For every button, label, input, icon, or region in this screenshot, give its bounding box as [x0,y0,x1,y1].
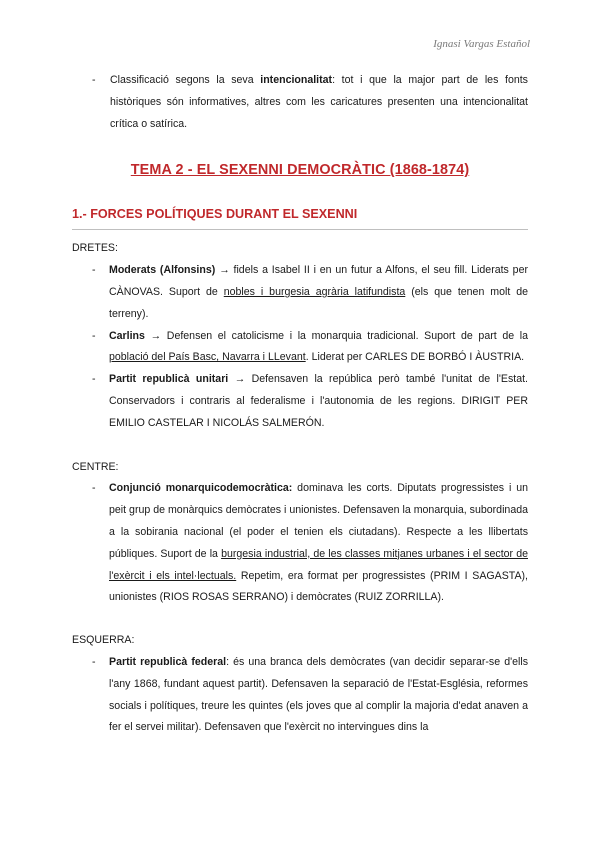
carlins-text-1: → Defensen el catolicisme i la monarquia tradicional. Suport de part de la [144,329,528,342]
moderats-text-1: → fidels a Isabel II i en un futur a Alfons, el seu fill. Liderats per CÀNOVAS. Suport de [109,264,528,298]
section-heading: 1.- FORCES POLÍTIQUES DURANT EL SEXENNI [72,207,528,230]
list-item-carlins [72,326,528,370]
carlins-underline: població del País Basc, Navarra i LLevant [109,351,306,364]
bullet-dash: - [92,74,96,86]
moderats-text-2: (els que tenen molt de terreny). [109,285,528,320]
conjuncio-text-1: dominava les corts. Diputats progressistes i un peit grup de monàrquics demòcrates i unionistes. Defensaven la monarquia, subordinada a la sobirania nacional (el poder el tenien els ciutadans). Respecte a les llibertats públiques. Suport de la [109,482,528,560]
intro-list-item [72,70,528,135]
moderats-underline: nobles i burgesia agrària latifundista [223,285,406,298]
group-label-centre: CENTRE: [72,460,119,473]
term-unitari: Partit republicà unitari [109,373,229,386]
list-item-moderats [72,260,528,325]
intro-bold: intencionalitat [260,74,333,86]
page-header-author: Ignasi Vargas Estañol [433,38,530,50]
spacer [72,435,528,457]
topic-title: TEMA 2 - EL SEXENNI DEMOCRÀTIC (1868-1874) [130,162,470,179]
carlins-text-2: . Liderat per CARLES DE BORBÓ I ÀUSTRIA. [305,351,525,364]
conjuncio-text-2: Repetim, era format per progressistes (PRIM I SAGASTA), unionistes (RIOS ROSAS SERRANO) i demòcrates (RUIZ ZORRILLA). [109,569,528,604]
group-label-dretes: DRETES: [72,242,118,255]
list-item-conjuncio [72,478,528,609]
spacer [72,609,528,630]
bullet-dash: - [92,482,96,495]
bullet-dash: - [92,373,96,386]
federal-text: : és una branca dels demòcrates (van decidir separar-se d'ells l'any 1868, fundant aquest partit). Defensaven la separació de l'Estat-Església, reformes socials i polítiques, treure les quintes (els joves que al complir la majoria d'edat anaven a fer el servei militar). Defensaven que l'exèrcit no intervingues dins la [109,655,528,734]
term-federal: Partit republicà federal [109,655,227,668]
document-body [72,70,528,739]
list-item-unitari [72,369,528,434]
term-conjuncio: Conjunció monarquicodemocràtica: [109,482,293,495]
bullet-dash: - [92,655,96,668]
intro-text-2: : tot i que la major part de les fonts històriques són informatives, altres com les caricatures presenten una intencionalitat crítica o satírica. [110,74,528,130]
unitari-text: → Defensaven la república però també l'unitat de l'Estat. Conservadors i contraris al federalisme i l'autonomia de les regions. DIRIGIT PER EMILIO CASTELAR I NICOLÁS SALMERÓN. [109,373,528,429]
conjuncio-underline: burgesia industrial, de les classes mitjanes urbanes i el sector de l'exèrcit i els intel·lectuals. [109,547,528,582]
group-label-esquerra: ESQUERRA: [72,634,135,647]
bullet-dash: - [92,329,96,342]
term-moderats: Moderats (Alfonsins) [109,264,216,277]
bullet-dash: - [92,264,96,277]
term-carlins: Carlins [109,329,145,342]
list-item-federal [72,652,528,739]
intro-text-1: Classificació segons la seva [110,74,261,86]
